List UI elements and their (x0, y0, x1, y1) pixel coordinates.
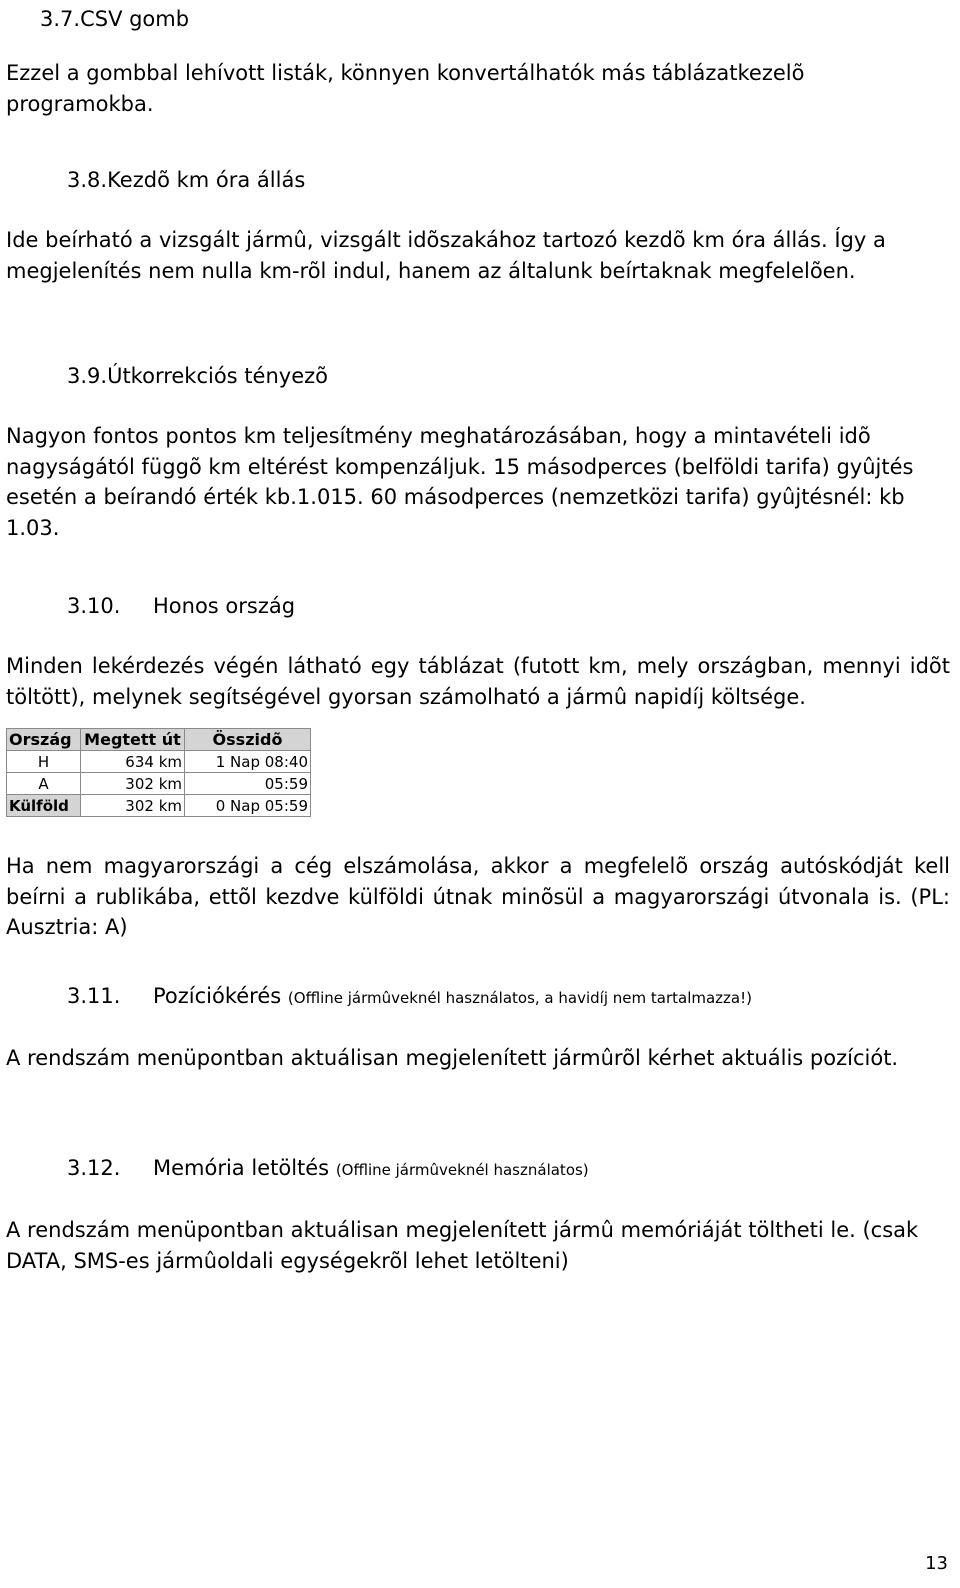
table-header-row (7, 729, 311, 751)
section-heading-3-10 (67, 593, 960, 619)
section-heading-3-8: 3.8.Kezdõ km óra állás (67, 168, 306, 192)
table-cell: 1 Nap 08:40 (185, 751, 311, 773)
section-number: 3.11. (67, 984, 121, 1008)
table-cell: 302 km (81, 795, 185, 817)
section-heading-3-7: 3.7.CSV gomb (40, 7, 190, 31)
table-header-cell: Ország (7, 729, 81, 751)
section-number: 3.12. (67, 1156, 121, 1180)
section-title: Honos ország (153, 594, 296, 618)
page-number: 13 (925, 1553, 948, 1574)
table-cell: 634 km (81, 751, 185, 773)
section-title: Pozíciókérés (153, 984, 282, 1008)
table-cell: 0 Nap 05:59 (185, 795, 311, 817)
table-row (7, 795, 311, 817)
section-heading-3-11 (67, 983, 960, 1011)
section-heading-3-9: 3.9.Útkorrekciós tényezõ (67, 364, 328, 388)
table-cell: 302 km (81, 773, 185, 795)
table-header-cell: Megtett út (81, 729, 185, 751)
section-body-3-10-continued: Ha nem magyarországi a cég elszámolása, akkor a megfelelõ ország autóskódját kell beírni a rublikába, ettõl kezdve külföldi útnak minõsül a magyarországi útvonala is. (PL: Ausztria: A) (6, 854, 950, 939)
section-number: 3.10. (67, 594, 121, 618)
section-body-3-7: Ezzel a gombbal lehívott listák, könnyen konvertálhatók más táblázatkezelõ programokba. (6, 61, 805, 116)
table-header-cell: Összidõ (185, 729, 311, 751)
section-note: (Offline jármûveknél használatos) (335, 1161, 589, 1179)
section-body-3-11: A rendszám menüpontban aktuálisan megjelenített jármûrõl kérhet aktuális pozíciót. (6, 1046, 899, 1070)
table-cell: 05:59 (185, 773, 311, 795)
table-cell: A (7, 773, 81, 795)
section-body-3-12: A rendszám menüpontban aktuálisan megjelenített jármû memóriáját töltheti le. (csak DATA, SMS-es jármûoldali egységekrõl lehet letölteni) (6, 1218, 919, 1273)
table-row (7, 773, 311, 795)
country-summary-table (6, 728, 311, 817)
table-cell: Külföld (7, 795, 81, 817)
table-row (7, 751, 311, 773)
section-body-3-9: Nagyon fontos pontos km teljesítmény meghatározásában, hogy a mintavételi idõ nagyságától függõ km eltérést kompenzáljuk. 15 másodperces (belföldi tarifa) gyûjtés esetén a beírandó érték kb.1.015. 60 másodperces (nemzetközi tarifa) gyûjtésnél: kb 1.03. (6, 424, 914, 540)
section-body-3-10: Minden lekérdezés végén látható egy táblázat (futott km, mely országban, mennyi idõt töltött), melynek segítségével gyorsan számolható a jármû napidíj költsége. (6, 654, 950, 709)
section-body-3-8: Ide beírható a vizsgált jármû, vizsgált idõszakához tartozó kezdõ km óra állás. Így a megjelenítés nem nulla km-rõl indul, hanem az általunk beírtaknak megfelelõen. (6, 228, 886, 283)
table-cell: H (7, 751, 81, 773)
section-title: Memória letöltés (153, 1156, 330, 1180)
section-note: (Offline jármûveknél használatos, a havidíj nem tartalmazza!) (287, 989, 752, 1007)
section-heading-3-12 (67, 1155, 960, 1183)
